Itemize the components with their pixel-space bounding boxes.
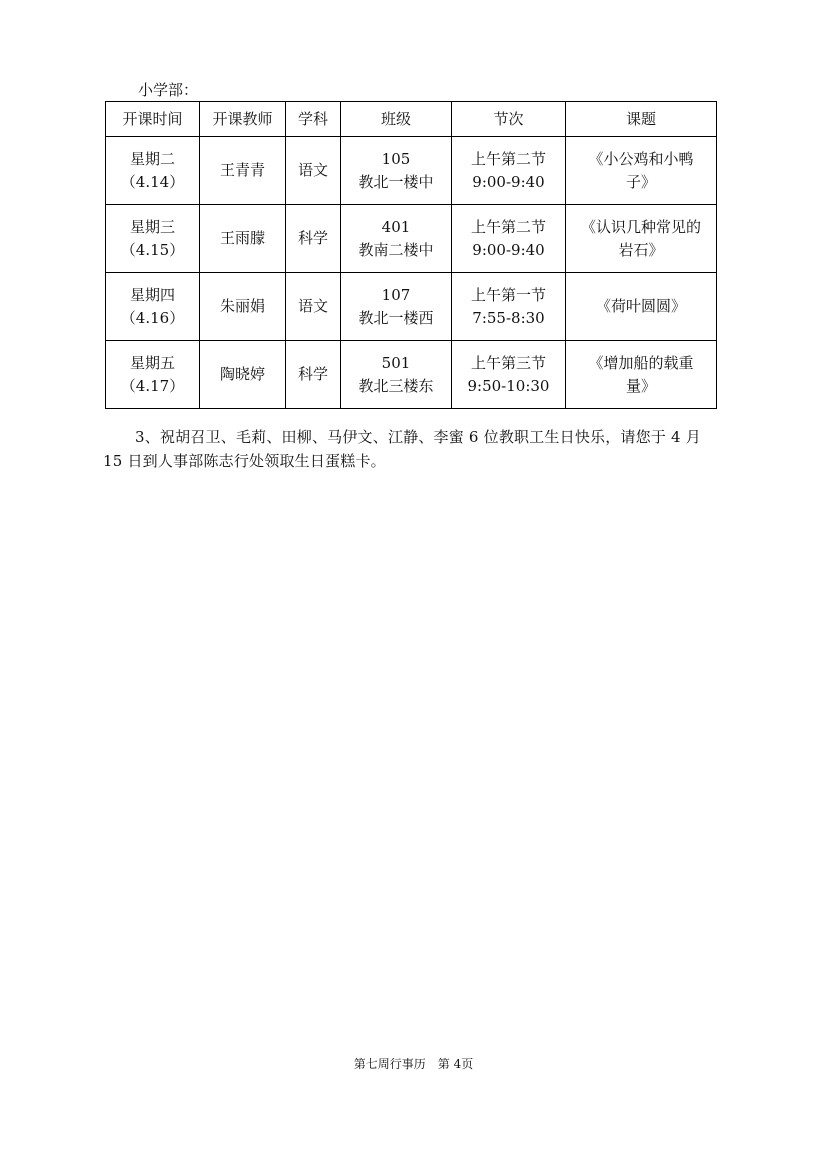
class-room: 教北三楼东 <box>358 376 434 395</box>
table-header-row <box>106 102 717 137</box>
cell-time <box>106 273 200 341</box>
period: 上午第三节 <box>470 353 546 372</box>
period: 上午第二节 <box>470 149 546 168</box>
topic-line: 《增加船的载重 <box>588 353 694 372</box>
cell-period <box>452 205 566 273</box>
topic-line: 《小公鸡和小鸭 <box>588 149 694 168</box>
cell-topic <box>566 205 717 273</box>
day: 星期五 <box>129 353 175 372</box>
cell-subject: 科学 <box>286 205 341 273</box>
time: 9:00-9:40 <box>472 240 545 259</box>
topic-line: 《认识几种常见的 <box>580 217 701 236</box>
cell-class <box>341 341 452 409</box>
birthday-note: 3、祝胡召卫、毛莉、田柳、马伊文、江静、李蜜 6 位教职工生日快乐，请您于 4 月 15 日到人事部陈志行处领取生日蛋糕卡。 <box>103 428 701 470</box>
page-footer: 第七周行事历 第 4页 <box>353 1057 474 1071</box>
cell-subject: 语文 <box>286 137 341 205</box>
date: （4.15） <box>120 240 185 259</box>
day: 星期三 <box>129 217 175 236</box>
header-teacher: 开课教师 <box>200 102 286 137</box>
header-subject: 学科 <box>286 102 341 137</box>
cell-subject: 科学 <box>286 341 341 409</box>
cell-teacher: 王雨朦 <box>200 205 286 273</box>
section-label: 小学部： <box>138 81 199 99</box>
cell-class <box>341 273 452 341</box>
date: （4.14） <box>120 172 185 191</box>
table-row <box>106 137 717 205</box>
period: 上午第一节 <box>470 285 546 304</box>
header-class: 班级 <box>341 102 452 137</box>
cell-time <box>106 341 200 409</box>
cell-time <box>106 205 200 273</box>
class-number: 501 <box>381 353 411 372</box>
class-number: 105 <box>381 149 411 168</box>
header-period: 节次 <box>452 102 566 137</box>
topic-line: 子》 <box>625 172 656 191</box>
date: （4.16） <box>120 308 185 327</box>
cell-time <box>106 137 200 205</box>
table-row <box>106 205 717 273</box>
time: 9:50-10:30 <box>467 376 550 395</box>
cell-class <box>341 137 452 205</box>
cell-topic: 《荷叶圆圆》 <box>566 273 717 341</box>
day: 星期四 <box>129 285 175 304</box>
class-room: 教北一楼中 <box>358 172 434 191</box>
class-room: 教南二楼中 <box>358 240 434 259</box>
day: 星期二 <box>129 149 175 168</box>
cell-teacher: 朱丽娟 <box>200 273 286 341</box>
time: 9:00-9:40 <box>472 172 545 191</box>
cell-period <box>452 137 566 205</box>
header-time: 开课时间 <box>106 102 200 137</box>
table-row <box>106 341 717 409</box>
schedule-table <box>105 101 717 409</box>
cell-topic <box>566 137 717 205</box>
cell-subject: 语文 <box>286 273 341 341</box>
date: （4.17） <box>120 376 185 395</box>
time: 7:55-8:30 <box>472 308 545 327</box>
class-number: 107 <box>381 285 411 304</box>
cell-teacher: 王青青 <box>200 137 286 205</box>
topic-line: 岩石》 <box>618 240 664 259</box>
cell-topic <box>566 341 717 409</box>
topic-line: 量》 <box>625 376 656 395</box>
class-room: 教北一楼西 <box>358 308 434 327</box>
cell-period <box>452 341 566 409</box>
cell-period <box>452 273 566 341</box>
cell-class <box>341 205 452 273</box>
class-number: 401 <box>381 217 411 236</box>
cell-teacher: 陶晓婷 <box>200 341 286 409</box>
table-row <box>106 273 717 341</box>
header-topic: 课题 <box>566 102 717 137</box>
period: 上午第二节 <box>470 217 546 236</box>
